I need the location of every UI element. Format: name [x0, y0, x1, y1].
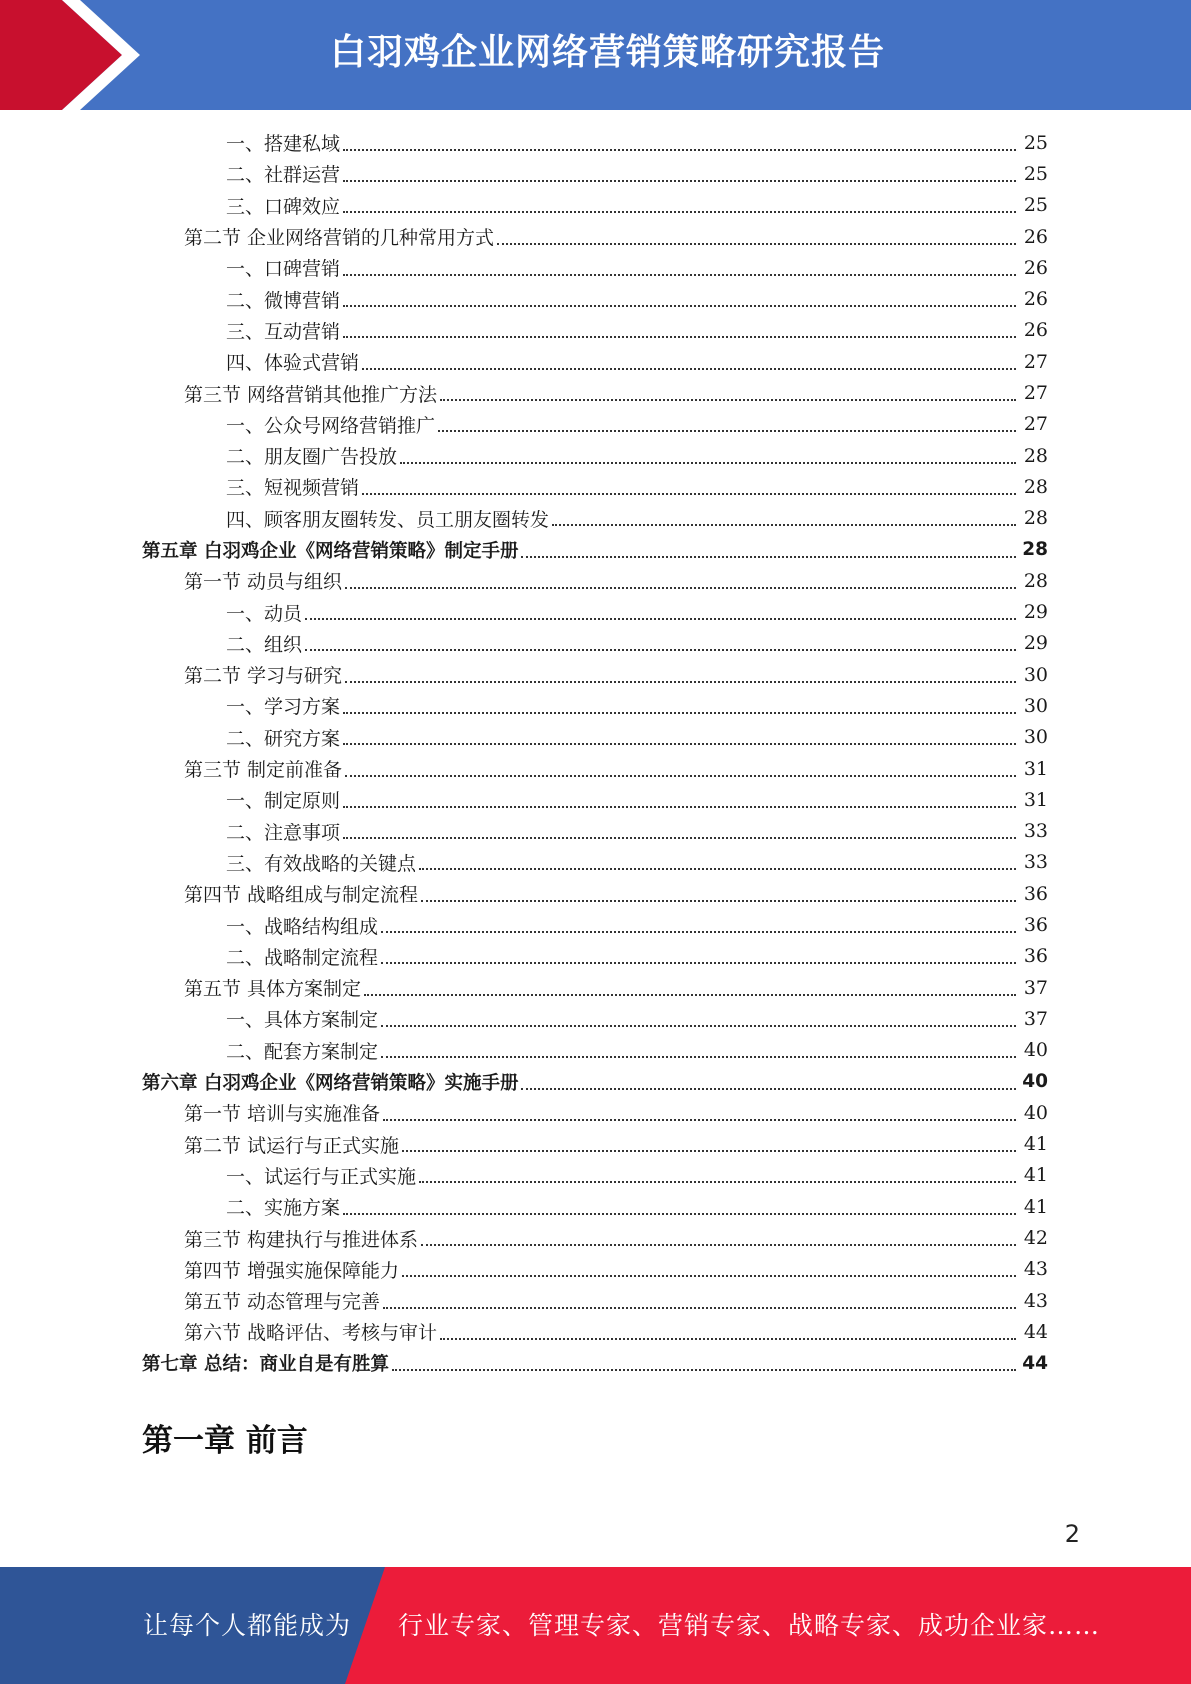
toc-entry-page: 33	[1023, 851, 1048, 874]
toc-dot-leader	[497, 243, 1016, 245]
toc-entry-title: 第四节 战略组成与制定流程	[184, 884, 419, 907]
toc-entry-page: 26	[1023, 256, 1048, 279]
toc-entry-page: 28	[1023, 444, 1048, 467]
toc-entry[interactable]	[0, 1285, 1191, 1316]
toc-entry-title: 第一节 培训与实施准备	[184, 1103, 381, 1126]
toc-entry-title: 第六节 战略评估、考核与审计	[184, 1322, 438, 1345]
toc-dot-leader	[419, 868, 1016, 870]
toc-entry-page: 28	[1023, 569, 1048, 592]
toc-entry-title: 二、实施方案	[226, 1197, 341, 1220]
toc-entry[interactable]	[0, 283, 1191, 314]
toc-entry-page: 28	[1022, 539, 1048, 560]
toc-entry-title: 第二节 试运行与正式实施	[184, 1134, 400, 1157]
toc-entry[interactable]	[0, 1035, 1191, 1066]
toc-entry[interactable]	[0, 1191, 1191, 1222]
toc-entry-page: 43	[1023, 1289, 1048, 1312]
toc-dot-leader	[343, 743, 1016, 745]
toc-dot-leader	[402, 1150, 1016, 1152]
toc-dot-leader	[343, 149, 1016, 151]
toc-entry-page: 36	[1023, 882, 1048, 905]
toc-entry-page: 43	[1023, 1258, 1048, 1281]
toc-entry-title: 一、试运行与正式实施	[226, 1165, 417, 1188]
toc-entry[interactable]	[0, 534, 1191, 565]
toc-entry-page: 36	[1023, 914, 1048, 937]
toc-entry[interactable]	[0, 784, 1191, 815]
toc-dot-leader	[343, 180, 1016, 182]
toc-entry[interactable]	[0, 409, 1191, 440]
toc-entry[interactable]	[0, 127, 1191, 158]
toc-entry-title: 第二节 学习与研究	[184, 665, 343, 688]
toc-dot-leader	[421, 900, 1016, 902]
toc-entry-page: 29	[1023, 601, 1048, 624]
toc-entry-page: 44	[1022, 1352, 1048, 1374]
toc-entry[interactable]	[0, 659, 1191, 690]
toc-entry-page: 41	[1023, 1164, 1048, 1187]
toc-entry-title: 一、公众号网络营销推广	[226, 414, 436, 437]
toc-dot-leader	[381, 931, 1016, 933]
toc-dot-leader	[438, 430, 1016, 432]
toc-entry[interactable]	[0, 972, 1191, 1003]
toc-dot-leader	[343, 211, 1016, 213]
toc-entry-page: 28	[1023, 507, 1048, 530]
toc-entry-title: 一、动员	[226, 602, 303, 625]
toc-entry-page: 28	[1023, 475, 1048, 498]
toc-entry-page: 25	[1023, 194, 1048, 217]
toc-dot-leader	[521, 1088, 1016, 1090]
toc-dot-leader	[383, 1119, 1016, 1121]
toc-entry[interactable]	[0, 1348, 1191, 1379]
toc-entry[interactable]	[0, 1160, 1191, 1191]
toc-entry-page: 36	[1023, 945, 1048, 968]
toc-entry[interactable]	[0, 440, 1191, 471]
toc-dot-leader	[400, 462, 1016, 464]
toc-dot-leader	[402, 1275, 1016, 1277]
toc-entry[interactable]	[0, 909, 1191, 940]
toc-entry[interactable]	[0, 1066, 1191, 1097]
toc-dot-leader	[305, 649, 1016, 651]
toc-dot-leader	[343, 1213, 1016, 1215]
toc-entry-title: 二、研究方案	[226, 727, 341, 750]
toc-dot-leader	[383, 1307, 1016, 1309]
table-of-contents	[0, 127, 1191, 1379]
toc-entry[interactable]	[0, 1254, 1191, 1285]
toc-entry[interactable]	[0, 722, 1191, 753]
toc-dot-leader	[381, 1025, 1016, 1027]
toc-entry-title: 第五章 白羽鸡企业《网络营销策略》制定手册	[142, 540, 519, 562]
toc-entry-title: 第一节 动员与组织	[184, 571, 343, 594]
toc-entry[interactable]	[0, 1097, 1191, 1128]
toc-entry-title: 第二节 企业网络营销的几种常用方式	[184, 227, 495, 250]
toc-entry-page: 30	[1023, 726, 1048, 749]
toc-dot-leader	[381, 962, 1016, 964]
toc-entry-page: 27	[1023, 350, 1048, 373]
toc-entry-title: 第五节 动态管理与完善	[184, 1291, 381, 1314]
toc-dot-leader	[421, 1244, 1016, 1246]
toc-dot-leader	[343, 274, 1016, 276]
toc-dot-leader	[364, 994, 1016, 996]
toc-entry[interactable]	[0, 377, 1191, 408]
toc-entry-title: 三、互动营销	[226, 320, 341, 343]
toc-dot-leader	[343, 806, 1016, 808]
toc-entry[interactable]	[0, 471, 1191, 502]
toc-entry-page: 26	[1023, 288, 1048, 311]
toc-entry[interactable]	[0, 816, 1191, 847]
toc-dot-leader	[343, 305, 1016, 307]
toc-entry-title: 四、体验式营销	[226, 352, 360, 375]
toc-entry[interactable]	[0, 565, 1191, 596]
toc-dot-leader	[345, 775, 1016, 777]
toc-entry-page: 44	[1023, 1320, 1048, 1343]
toc-entry-title: 第七章 总结：商业自是有胜算	[142, 1354, 389, 1376]
toc-entry[interactable]	[0, 190, 1191, 221]
toc-entry-title: 第五节 具体方案制定	[184, 978, 362, 1001]
toc-entry-page: 42	[1023, 1227, 1048, 1250]
toc-entry[interactable]	[0, 158, 1191, 189]
toc-dot-leader	[362, 368, 1016, 370]
page-number: 2	[1064, 1520, 1080, 1548]
toc-entry-title: 二、社群运营	[226, 164, 341, 187]
footer-slogan-left: 让每个人都能成为	[143, 1611, 352, 1640]
toc-entry-title: 二、战略制定流程	[226, 946, 379, 969]
toc-entry-page: 37	[1023, 976, 1048, 999]
toc-entry-page: 25	[1023, 162, 1048, 185]
toc-dot-leader	[419, 1181, 1016, 1183]
toc-entry-title: 第六章 白羽鸡企业《网络营销策略》实施手册	[142, 1072, 519, 1094]
toc-entry-page: 41	[1023, 1133, 1048, 1156]
toc-entry-title: 第三节 构建执行与推进体系	[184, 1228, 419, 1251]
toc-entry-title: 二、注意事项	[226, 821, 341, 844]
toc-dot-leader	[552, 524, 1016, 526]
toc-entry-page: 26	[1023, 225, 1048, 248]
toc-dot-leader	[343, 336, 1016, 338]
toc-entry[interactable]	[0, 1222, 1191, 1253]
toc-entry[interactable]	[0, 1129, 1191, 1160]
toc-entry[interactable]	[0, 690, 1191, 721]
toc-dot-leader	[345, 587, 1016, 589]
page-footer	[0, 1567, 1191, 1684]
toc-entry[interactable]	[0, 503, 1191, 534]
toc-dot-leader	[381, 1056, 1016, 1058]
toc-entry-title: 一、学习方案	[226, 696, 341, 719]
toc-entry-title: 一、战略结构组成	[226, 915, 379, 938]
toc-entry[interactable]	[0, 346, 1191, 377]
toc-entry-page: 41	[1023, 1195, 1048, 1218]
toc-entry-page: 26	[1023, 319, 1048, 342]
toc-entry[interactable]	[0, 847, 1191, 878]
toc-entry-title: 第三节 网络营销其他推广方法	[184, 383, 438, 406]
toc-entry-title: 二、微博营销	[226, 289, 341, 312]
toc-entry[interactable]	[0, 753, 1191, 784]
toc-entry[interactable]	[0, 1316, 1191, 1347]
toc-entry-page: 29	[1023, 632, 1048, 655]
footer-slogan-right: 行业专家、管理专家、营销专家、战略专家、成功企业家……	[398, 1611, 1101, 1640]
toc-entry-page: 30	[1023, 663, 1048, 686]
toc-entry-title: 第四节 增强实施保障能力	[184, 1259, 400, 1282]
chapter-heading: 第一章 前言	[142, 1423, 308, 1459]
toc-entry-page: 33	[1023, 820, 1048, 843]
toc-entry-title: 二、组织	[226, 633, 303, 656]
toc-entry-page: 27	[1023, 382, 1048, 405]
toc-entry-title: 二、朋友圈广告投放	[226, 446, 398, 469]
toc-entry-page: 31	[1023, 757, 1048, 780]
toc-dot-leader	[305, 618, 1016, 620]
toc-entry-page: 40	[1023, 1039, 1048, 1062]
toc-entry[interactable]	[0, 221, 1191, 252]
toc-dot-leader	[345, 681, 1016, 683]
toc-entry[interactable]	[0, 252, 1191, 283]
toc-entry-title: 二、配套方案制定	[226, 1040, 379, 1063]
toc-entry-title: 三、口碑效应	[226, 195, 341, 218]
report-title: 白羽鸡企业网络营销策略研究报告	[329, 32, 885, 73]
toc-dot-leader	[362, 493, 1016, 495]
toc-entry-title: 四、顾客朋友圈转发、员工朋友圈转发	[226, 508, 550, 531]
toc-entry-page: 27	[1023, 413, 1048, 436]
toc-entry-page: 25	[1023, 131, 1048, 154]
toc-entry-page: 31	[1023, 788, 1048, 811]
toc-entry-page: 40	[1022, 1071, 1048, 1093]
toc-dot-leader	[521, 556, 1016, 558]
toc-entry-title: 三、有效战略的关键点	[226, 852, 417, 875]
toc-entry[interactable]	[0, 596, 1191, 627]
toc-entry-page: 30	[1023, 694, 1048, 717]
toc-entry-title: 三、短视频营销	[226, 477, 360, 500]
toc-dot-leader	[392, 1369, 1016, 1371]
toc-entry-page: 37	[1023, 1007, 1048, 1030]
toc-entry[interactable]	[0, 878, 1191, 909]
toc-entry[interactable]	[0, 628, 1191, 659]
toc-entry[interactable]	[0, 1003, 1191, 1034]
toc-entry-title: 第三节 制定前准备	[184, 759, 343, 782]
toc-entry[interactable]	[0, 315, 1191, 346]
toc-dot-leader	[343, 712, 1016, 714]
toc-entry-page: 40	[1023, 1101, 1048, 1124]
toc-entry-title: 一、具体方案制定	[226, 1009, 379, 1032]
toc-entry-title: 一、搭建私域	[226, 133, 341, 156]
toc-dot-leader	[440, 399, 1016, 401]
toc-dot-leader	[440, 1338, 1016, 1340]
page-header	[0, 0, 1191, 110]
toc-entry[interactable]	[0, 941, 1191, 972]
toc-entry-title: 一、口碑营销	[226, 258, 341, 281]
toc-entry-title: 一、制定原则	[226, 790, 341, 813]
toc-dot-leader	[343, 837, 1016, 839]
